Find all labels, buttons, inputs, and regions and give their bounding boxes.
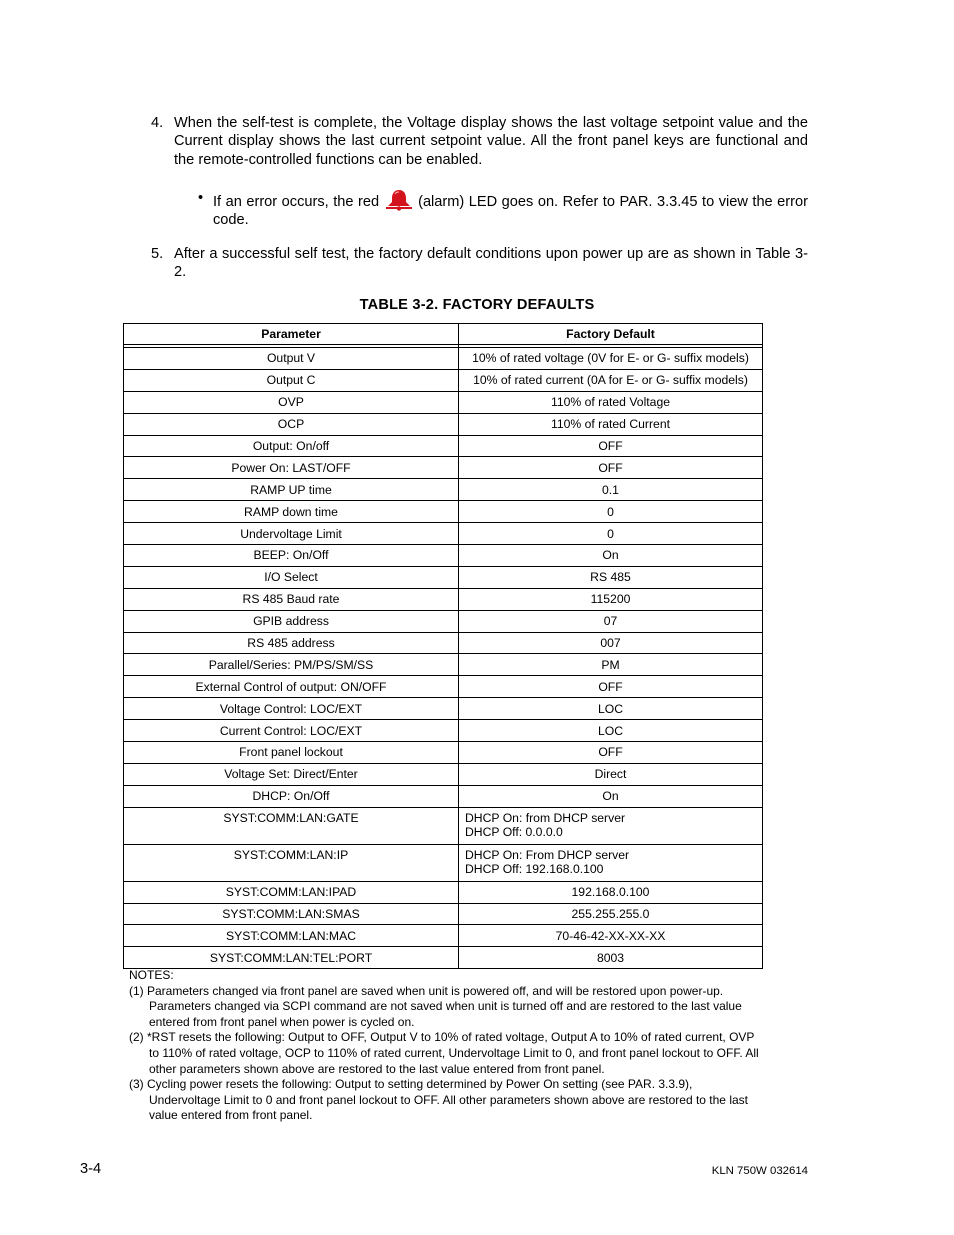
table-header-row [124, 324, 763, 345]
table-row [124, 501, 763, 523]
parameter-cell: Front panel lockout [124, 742, 459, 764]
table-row [124, 654, 763, 676]
default-value-cell: OFF [459, 457, 763, 479]
default-value-cell: 10% of rated current (0A for E- or G- suffix models) [459, 369, 763, 391]
parameter-cell: SYST:COMM:LAN:IPAD [124, 881, 459, 903]
parameter-cell: Power On: LAST/OFF [124, 457, 459, 479]
default-value-cell: 07 [459, 610, 763, 632]
table-title: TABLE 3-2. FACTORY DEFAULTS [359, 297, 595, 313]
table-row [124, 457, 763, 479]
default-value-cell: LOC [459, 720, 763, 742]
default-value-cell: 007 [459, 632, 763, 654]
table-row [124, 479, 763, 501]
default-value-cell: 0 [459, 523, 763, 545]
default-value-cell: 10% of rated voltage (0V for E- or G- suffix models) [459, 348, 763, 370]
parameter-cell: SYST:COMM:LAN:IP [124, 844, 459, 881]
table-row [124, 742, 763, 764]
step-5-number: 5. [151, 246, 164, 262]
default-value-cell: OFF [459, 435, 763, 457]
parameter-cell: Undervoltage Limit [124, 523, 459, 545]
parameter-cell: GPIB address [124, 610, 459, 632]
parameter-cell: Voltage Set: Direct/Enter [124, 763, 459, 785]
table-notes [129, 968, 759, 1124]
alarm-bell-icon [384, 189, 414, 211]
default-value-cell: On [459, 785, 763, 807]
table-row [124, 369, 763, 391]
table-row [124, 698, 763, 720]
default-value-cell [459, 807, 763, 844]
default-value-cell: 0.1 [459, 479, 763, 501]
parameter-cell: OVP [124, 391, 459, 413]
column-header-parameter: Parameter [124, 324, 459, 345]
default-value-cell: 70-46-42-XX-XX-XX [459, 925, 763, 947]
table-row [124, 676, 763, 698]
table-row [124, 523, 763, 545]
parameter-cell: Parallel/Series: PM/PS/SM/SS [124, 654, 459, 676]
table-row [124, 881, 763, 903]
table-row [124, 925, 763, 947]
step-4-number: 4. [151, 115, 164, 131]
note-1: (1) Parameters changed via front panel are saved when unit is powered off, and will be restored upon power-up. Parameters changed via SCPI command are not saved when unit is turned off and are restored to the last value entered from front panel when power is cycled on. [129, 983, 742, 1029]
value-line-dhcp-on: DHCP On: From DHCP server [465, 847, 630, 862]
parameter-cell: RAMP down time [124, 501, 459, 523]
table-row [124, 566, 763, 588]
value-line-dhcp-on: DHCP On: from DHCP server [465, 810, 626, 825]
bullet-text-before: If an error occurs, the red [213, 194, 384, 210]
value-line-dhcp-off: DHCP Off: 192.168.0.100 [465, 861, 604, 876]
parameter-cell: SYST:COMM:LAN:GATE [124, 807, 459, 844]
table-row [124, 348, 763, 370]
default-value-cell: OFF [459, 742, 763, 764]
default-value-cell: 110% of rated Current [459, 413, 763, 435]
page-number: 3-4 [80, 1161, 102, 1177]
table-row [124, 435, 763, 457]
parameter-cell: RS 485 Baud rate [124, 588, 459, 610]
table-row [124, 632, 763, 654]
parameter-cell: SYST:COMM:LAN:SMAS [124, 903, 459, 925]
step-4-text: When the self-test is complete, the Voltage display shows the last voltage setpoint value and the Current display shows the last current setpoint value. All the front panel keys are functional and the remote-controlled functions can be enabled. [174, 115, 808, 168]
default-value-cell: OFF [459, 676, 763, 698]
table-row [124, 545, 763, 567]
parameter-cell: I/O Select [124, 566, 459, 588]
table-row [124, 588, 763, 610]
table-row [124, 844, 763, 881]
factory-defaults-table [123, 323, 763, 969]
bullet-dot: • [198, 190, 204, 206]
table-row [124, 413, 763, 435]
default-value-cell: On [459, 545, 763, 567]
note-2: (2) *RST resets the following: Output to OFF, Output V to 10% of rated voltage, Output A to 10% of rated current, OVP to 110% of rated voltage, OCP to 110% of rated current, Undervoltage Limit to 0, and front panel lockout to OFF. All other parameters shown above are restored to the last value entered from front panel. [129, 1030, 759, 1076]
default-value-cell: Direct [459, 763, 763, 785]
table-row [124, 720, 763, 742]
table-row [124, 947, 763, 969]
default-value-cell: RS 485 [459, 566, 763, 588]
parameter-cell: BEEP: On/Off [124, 545, 459, 567]
document-id: KLN 750W 032614 [711, 1165, 808, 1177]
default-value-cell: PM [459, 654, 763, 676]
column-header-factory-default: Factory Default [459, 324, 763, 345]
parameter-cell: External Control of output: ON/OFF [124, 676, 459, 698]
default-value-cell: 110% of rated Voltage [459, 391, 763, 413]
table-row [124, 807, 763, 844]
parameter-cell: DHCP: On/Off [124, 785, 459, 807]
parameter-cell: Output C [124, 369, 459, 391]
parameter-cell: RAMP UP time [124, 479, 459, 501]
parameter-cell: Current Control: LOC/EXT [124, 720, 459, 742]
note-3: (3) Cycling power resets the following: Output to setting determined by Power On setting (see PAR. 3.3.9), Undervoltage Limit to 0 and front panel lockout to OFF. All other parameters shown above are restored to the last value entered from front panel. [129, 1077, 748, 1123]
default-value-cell: 255.255.255.0 [459, 903, 763, 925]
parameter-cell: Voltage Control: LOC/EXT [124, 698, 459, 720]
step-5-text: After a successful self test, the factory default conditions upon power up are as shown in Table 3-2. [174, 246, 808, 281]
default-value-cell [459, 844, 763, 881]
default-value-cell: 8003 [459, 947, 763, 969]
table-row [124, 610, 763, 632]
notes-header: NOTES: [129, 968, 174, 982]
parameter-cell: SYST:COMM:LAN:TEL:PORT [124, 947, 459, 969]
parameter-cell: Output V [124, 348, 459, 370]
table-row [124, 763, 763, 785]
default-value-cell: 115200 [459, 588, 763, 610]
parameter-cell: Output: On/off [124, 435, 459, 457]
default-value-cell: 192.168.0.100 [459, 881, 763, 903]
table-row [124, 391, 763, 413]
bullet-text-after: (alarm) LED goes on. Refer to PAR. 3.3.45 to view the error code. [213, 194, 808, 229]
alarm-bullet [213, 189, 808, 230]
default-value-cell: 0 [459, 501, 763, 523]
parameter-cell: OCP [124, 413, 459, 435]
table-row [124, 785, 763, 807]
value-line-dhcp-off: DHCP Off: 0.0.0.0 [465, 824, 563, 839]
parameter-cell: SYST:COMM:LAN:MAC [124, 925, 459, 947]
default-value-cell: LOC [459, 698, 763, 720]
parameter-cell: RS 485 address [124, 632, 459, 654]
table-row [124, 903, 763, 925]
